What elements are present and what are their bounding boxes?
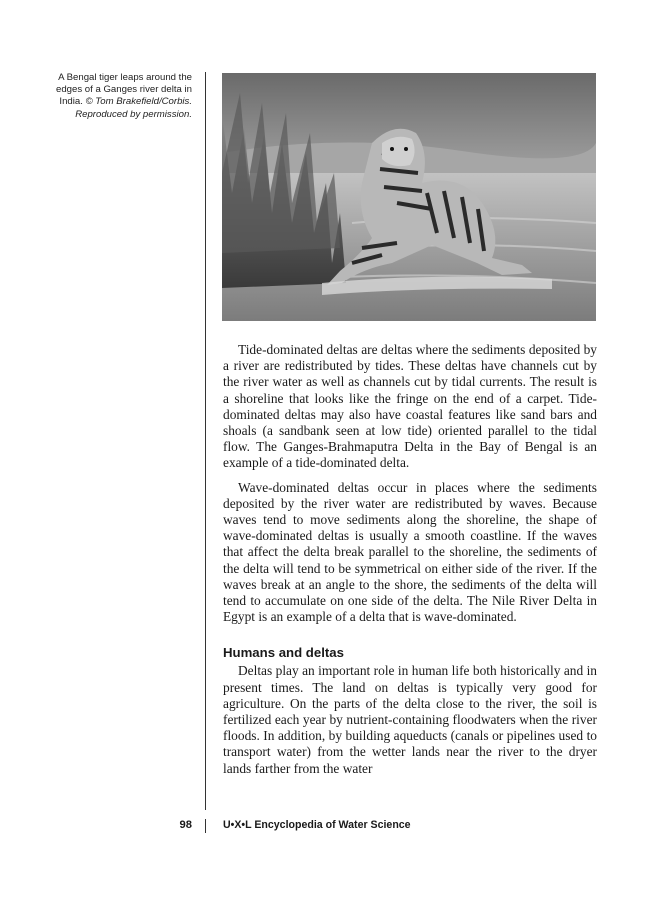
page-number: 98 (179, 819, 192, 831)
section-heading: Humans and deltas (223, 645, 344, 661)
paragraph-humans-deltas: Deltas play an important role in human life both historically and in present times. The land on deltas is typically very good for agriculture. On the parts of the delta close to the river, the soil is fertilized each year by nutrient-containing floodwaters when the river floods. In addition, by building aqueducts (canals or pipelines used to transport water) from the wetter lands near the river to the dryer lands farther from the water (223, 663, 597, 776)
article-body (223, 342, 597, 785)
caption-text: A Bengal tiger leaps around the edges of a Ganges river delta in India. (56, 72, 192, 108)
paragraph-tide-dominated: Tide-dominated deltas are deltas where the sediments deposited by a river are redistributed by tides. These deltas have channels cut by the river water as well as channels cut by tidal currents. The result is a shoreline that looks like the fringe on the end of a carpet. Tide-dominated deltas may also have coastal features like sand bars and shoals (a sandbank seen at low tide) oriented parallel to the tidal flow. The Ganges-Brahmaputra Delta in the Bay of Bengal is an example of a tide-dominated delta. (223, 342, 597, 471)
photo-caption (30, 72, 192, 121)
margin-rule (205, 72, 206, 810)
caption-credit: © Tom Brakefield/Corbis. Reproduced by permission. (75, 96, 192, 120)
paragraph-wave-dominated: Wave-dominated deltas occur in places where the sediments deposited by the river water are redistributed by waves. Because waves tend to move sediments along the shoreline, the shape of wave-dominated deltas is usually a smooth coastline. If the waves that affect the delta break parallel to the shoreline, the sediments of the delta will tend to be symmetrical on either side of the river. If the waves break at an angle to the shore, the sediments of the delta will tend to accumulate on one side of the delta. The Nile River Delta in Egypt is an example of a delta that is wave-dominated. (223, 479, 597, 625)
book-title: U•X•L Encyclopedia of Water Science (223, 819, 411, 831)
tiger-photo (222, 73, 596, 321)
footer-rule (205, 819, 206, 833)
